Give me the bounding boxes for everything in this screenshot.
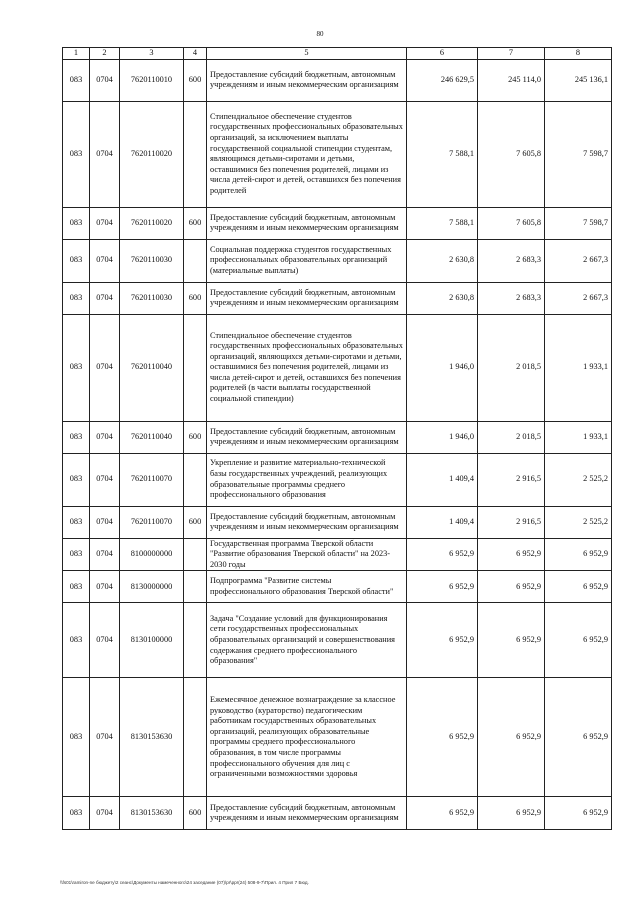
target-article-cell: 7620110070: [120, 506, 184, 538]
amount-2026-cell: 7 598,7: [545, 101, 612, 207]
table-row: [63, 571, 612, 603]
ministry-code-cell: 083: [63, 538, 90, 571]
expense-type-cell: 600: [184, 421, 207, 453]
target-article-cell: 7620110010: [120, 59, 184, 101]
description-cell: Задача "Создание условий для функционирования сети государственных профессиональных образовательных организаций и совершенствования содержания среднего профессионального образования": [207, 603, 407, 678]
amount-2026-cell: 6 952,9: [545, 571, 612, 603]
expense-type-cell: 600: [184, 506, 207, 538]
table-row: [63, 314, 612, 421]
amount-2025-cell: 6 952,9: [478, 678, 545, 797]
table-row: [63, 282, 612, 314]
amount-2024-cell: 2 630,8: [407, 239, 478, 282]
amount-2024-cell: 6 952,9: [407, 538, 478, 571]
table-row: [63, 538, 612, 571]
expense-type-cell: 600: [184, 207, 207, 239]
target-article-cell: 7620110030: [120, 282, 184, 314]
amount-2025-cell: 7 605,8: [478, 101, 545, 207]
amount-2026-cell: 6 952,9: [545, 538, 612, 571]
target-article-cell: 7620110020: [120, 101, 184, 207]
section-code-cell: 0704: [90, 453, 120, 506]
amount-2025-cell: 6 952,9: [478, 797, 545, 830]
section-code-cell: 0704: [90, 678, 120, 797]
column-header: 3: [120, 48, 184, 60]
column-header: 5: [207, 48, 407, 60]
target-article-cell: 8130153630: [120, 678, 184, 797]
amount-2026-cell: 2 667,3: [545, 239, 612, 282]
table-row: [63, 59, 612, 101]
amount-2024-cell: 6 952,9: [407, 571, 478, 603]
description-cell: Подпрограмма "Развитие системы профессионального образования Тверской области": [207, 571, 407, 603]
amount-2025-cell: 7 605,8: [478, 207, 545, 239]
amount-2026-cell: 6 952,9: [545, 603, 612, 678]
amount-2026-cell: 6 952,9: [545, 678, 612, 797]
target-article-cell: 8130100000: [120, 603, 184, 678]
ministry-code-cell: 083: [63, 797, 90, 830]
amount-2026-cell: 1 933,1: [545, 314, 612, 421]
amount-2025-cell: 6 952,9: [478, 603, 545, 678]
expense-type-cell: [184, 314, 207, 421]
section-code-cell: 0704: [90, 603, 120, 678]
amount-2024-cell: 1 409,4: [407, 453, 478, 506]
expense-type-cell: [184, 571, 207, 603]
expense-type-cell: [184, 453, 207, 506]
column-header: 1: [63, 48, 90, 60]
amount-2026-cell: 6 952,9: [545, 797, 612, 830]
amount-2024-cell: 1 409,4: [407, 506, 478, 538]
ministry-code-cell: 083: [63, 101, 90, 207]
target-article-cell: 8130000000: [120, 571, 184, 603]
description-cell: Предоставление субсидий бюджетным, автономным учреждениям и иным некоммерческим организациям: [207, 207, 407, 239]
column-header: 2: [90, 48, 120, 60]
expense-type-cell: 600: [184, 59, 207, 101]
amount-2025-cell: 6 952,9: [478, 571, 545, 603]
description-cell: Предоставление субсидий бюджетным, автономным учреждениям и иным некоммерческим организациям: [207, 282, 407, 314]
amount-2025-cell: 2 916,5: [478, 453, 545, 506]
section-code-cell: 0704: [90, 101, 120, 207]
section-code-cell: 0704: [90, 571, 120, 603]
expense-type-cell: [184, 603, 207, 678]
description-cell: Укрепление и развитие материально-технической базы государственных учреждений, реализующих образовательные программы среднего профессионального образования: [207, 453, 407, 506]
ministry-code-cell: 083: [63, 207, 90, 239]
amount-2025-cell: 2 916,5: [478, 506, 545, 538]
amount-2024-cell: 6 952,9: [407, 797, 478, 830]
section-code-cell: 0704: [90, 506, 120, 538]
section-code-cell: 0704: [90, 314, 120, 421]
description-cell: Ежемесячное денежное вознаграждение за классное руководство (кураторство) педагогическим работникам государственных образовательных организаций, реализующих образовательные программы среднего профессионального образования, в том числе программы профессионального обучения для лиц с ограниченными возможностями здоровья: [207, 678, 407, 797]
ministry-code-cell: 083: [63, 59, 90, 101]
amount-2024-cell: 246 629,5: [407, 59, 478, 101]
amount-2024-cell: 7 588,1: [407, 207, 478, 239]
table-row: [63, 506, 612, 538]
target-article-cell: 7620110040: [120, 314, 184, 421]
budget-table: [62, 47, 612, 830]
table-row: [63, 207, 612, 239]
amount-2024-cell: 6 952,9: [407, 603, 478, 678]
amount-2024-cell: 2 630,8: [407, 282, 478, 314]
description-cell: Социальная поддержка студентов государственных профессиональных образовательных организаций (материальные выплаты): [207, 239, 407, 282]
description-cell: Стипендиальное обеспечение студентов государственных профессиональных образовательных организаций, за исключением выплаты государственной социальной стипендии студентам, являющимся детьми-сиротами и детьми, оставшимися без попечения родителей, лицами из числа детей-сирот и детей, оставшихся без попечения родителей: [207, 101, 407, 207]
target-article-cell: 7620110030: [120, 239, 184, 282]
table-row: [63, 603, 612, 678]
table-row: [63, 421, 612, 453]
amount-2025-cell: 6 952,9: [478, 538, 545, 571]
section-code-cell: 0704: [90, 59, 120, 101]
column-header: 8: [545, 48, 612, 60]
section-code-cell: 0704: [90, 538, 120, 571]
amount-2025-cell: 2 018,5: [478, 314, 545, 421]
table-row: [63, 101, 612, 207]
expense-type-cell: [184, 101, 207, 207]
table-body: [63, 59, 612, 830]
amount-2026-cell: 245 136,1: [545, 59, 612, 101]
column-header: 4: [184, 48, 207, 60]
amount-2026-cell: 2 525,2: [545, 506, 612, 538]
expense-type-cell: [184, 538, 207, 571]
ministry-code-cell: 083: [63, 678, 90, 797]
amount-2024-cell: 1 946,0: [407, 421, 478, 453]
amount-2024-cell: 1 946,0: [407, 314, 478, 421]
ministry-code-cell: 083: [63, 506, 90, 538]
description-cell: Предоставление субсидий бюджетным, автономным учреждениям и иным некоммерческим организациям: [207, 506, 407, 538]
amount-2024-cell: 6 952,9: [407, 678, 478, 797]
section-code-cell: 0704: [90, 239, 120, 282]
ministry-code-cell: 083: [63, 314, 90, 421]
amount-2025-cell: 2 683,3: [478, 239, 545, 282]
page-number: 80: [316, 30, 324, 38]
expense-type-cell: [184, 239, 207, 282]
description-cell: Стипендиальное обеспечение студентов государственных профессиональных образовательных организаций, являющихся детьми-сиротами и детьми, оставшимися без попечения родителей, лицами из числа детей-сирот и детей, оставшихся без попечения родителей (в части выплаты государственной социальной стипендии): [207, 314, 407, 421]
amount-2025-cell: 2 018,5: [478, 421, 545, 453]
description-cell: Предоставление субсидий бюджетным, автономным учреждениям и иным некоммерческим организациям: [207, 421, 407, 453]
column-header: 7: [478, 48, 545, 60]
column-header: 6: [407, 48, 478, 60]
amount-2026-cell: 2 667,3: [545, 282, 612, 314]
expense-type-cell: [184, 678, 207, 797]
amount-2026-cell: 7 598,7: [545, 207, 612, 239]
section-code-cell: 0704: [90, 207, 120, 239]
ministry-code-cell: 083: [63, 571, 90, 603]
table-row: [63, 239, 612, 282]
target-article-cell: 7620110040: [120, 421, 184, 453]
expense-type-cell: 600: [184, 282, 207, 314]
amount-2026-cell: 2 525,2: [545, 453, 612, 506]
table-header-row: [63, 48, 612, 60]
target-article-cell: 7620110020: [120, 207, 184, 239]
table-row: [63, 453, 612, 506]
target-article-cell: 8130153630: [120, 797, 184, 830]
ministry-code-cell: 083: [63, 603, 90, 678]
amount-2026-cell: 1 933,1: [545, 421, 612, 453]
footer-file-path: \\fs01\ramiron-ne бюджету\2 сеанс\Документы намеченного\24 заседание (07)\pr\ppr(24) 508-9-7\Прил. 4 Прил 7 Бюд.: [60, 880, 309, 885]
description-cell: Предоставление субсидий бюджетным, автономным учреждениям и иным некоммерческим организациям: [207, 59, 407, 101]
ministry-code-cell: 083: [63, 453, 90, 506]
ministry-code-cell: 083: [63, 421, 90, 453]
ministry-code-cell: 083: [63, 282, 90, 314]
amount-2024-cell: 7 588,1: [407, 101, 478, 207]
section-code-cell: 0704: [90, 797, 120, 830]
table-row: [63, 678, 612, 797]
expense-type-cell: 600: [184, 797, 207, 830]
section-code-cell: 0704: [90, 421, 120, 453]
ministry-code-cell: 083: [63, 239, 90, 282]
section-code-cell: 0704: [90, 282, 120, 314]
amount-2025-cell: 2 683,3: [478, 282, 545, 314]
target-article-cell: 7620110070: [120, 453, 184, 506]
table-row: [63, 797, 612, 830]
description-cell: Государственная программа Тверской области "Развитие образования Тверской области" на 2023-2030 годы: [207, 538, 407, 571]
description-cell: Предоставление субсидий бюджетным, автономным учреждениям и иным некоммерческим организациям: [207, 797, 407, 830]
amount-2025-cell: 245 114,0: [478, 59, 545, 101]
target-article-cell: 8100000000: [120, 538, 184, 571]
